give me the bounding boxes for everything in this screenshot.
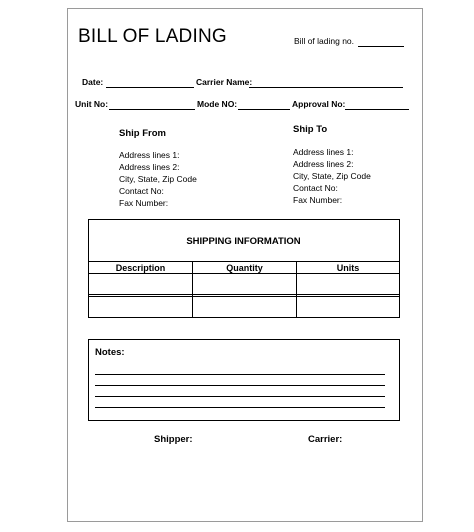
shipping-information-heading: SHIPPING INFORMATION xyxy=(186,236,301,247)
bill-of-lading-sheet xyxy=(67,8,423,522)
ship-from-line: Contact No: xyxy=(119,186,164,196)
approval-no-label: Approval No: xyxy=(292,99,346,109)
ship-from-heading: Ship From xyxy=(119,128,166,139)
column-units: Units xyxy=(297,262,400,274)
ship-from-line: Fax Number: xyxy=(119,198,169,208)
bol-number-field[interactable] xyxy=(358,46,404,47)
date-label: Date: xyxy=(82,77,104,87)
ship-from-line: Address lines 2: xyxy=(119,162,180,172)
notes-line[interactable] xyxy=(95,374,385,375)
document-title: BILL OF LADING xyxy=(78,26,227,47)
notes-line[interactable] xyxy=(95,407,385,408)
column-quantity: Quantity xyxy=(193,262,297,274)
shipping-information-box xyxy=(88,219,400,297)
date-field[interactable] xyxy=(106,87,194,88)
table-row xyxy=(89,274,400,295)
ship-to-line: Address lines 2: xyxy=(293,159,354,169)
mode-no-label: Mode NO: xyxy=(197,99,238,109)
units-cell[interactable] xyxy=(297,295,400,318)
column-description: Description xyxy=(89,262,193,274)
carrier-signature-label: Carrier: xyxy=(308,434,343,445)
ship-to-line: City, State, Zip Code xyxy=(293,171,371,181)
bol-number-label: Bill of lading no. xyxy=(294,36,355,46)
quantity-cell[interactable] xyxy=(193,295,297,318)
notes-box xyxy=(88,339,400,421)
ship-from-line: Address lines 1: xyxy=(119,150,180,160)
ship-from-address xyxy=(119,149,197,209)
carrier-name-label: Carrier Name: xyxy=(196,77,253,87)
description-cell[interactable] xyxy=(89,295,193,318)
units-cell[interactable] xyxy=(297,274,400,295)
unit-no-label: Unit No: xyxy=(75,99,109,109)
ship-to-heading: Ship To xyxy=(293,124,328,135)
ship-to-line: Address lines 1: xyxy=(293,147,354,157)
shipping-table-header xyxy=(89,262,400,274)
quantity-cell[interactable] xyxy=(193,274,297,295)
notes-line[interactable] xyxy=(95,396,385,397)
description-cell[interactable] xyxy=(89,274,193,295)
ship-to-line: Contact No: xyxy=(293,183,338,193)
ship-from-line: City, State, Zip Code xyxy=(119,174,197,184)
ship-to-line: Fax Number: xyxy=(293,195,343,205)
carrier-name-field[interactable] xyxy=(249,87,403,88)
approval-no-field[interactable] xyxy=(345,109,409,110)
shipper-signature-label: Shipper: xyxy=(154,434,193,445)
shipping-table xyxy=(88,261,400,318)
unit-no-field[interactable] xyxy=(109,109,195,110)
ship-to-address xyxy=(293,146,371,206)
table-row xyxy=(89,295,400,318)
mode-no-field[interactable] xyxy=(238,109,290,110)
notes-line[interactable] xyxy=(95,385,385,386)
notes-label: Notes: xyxy=(95,347,125,358)
